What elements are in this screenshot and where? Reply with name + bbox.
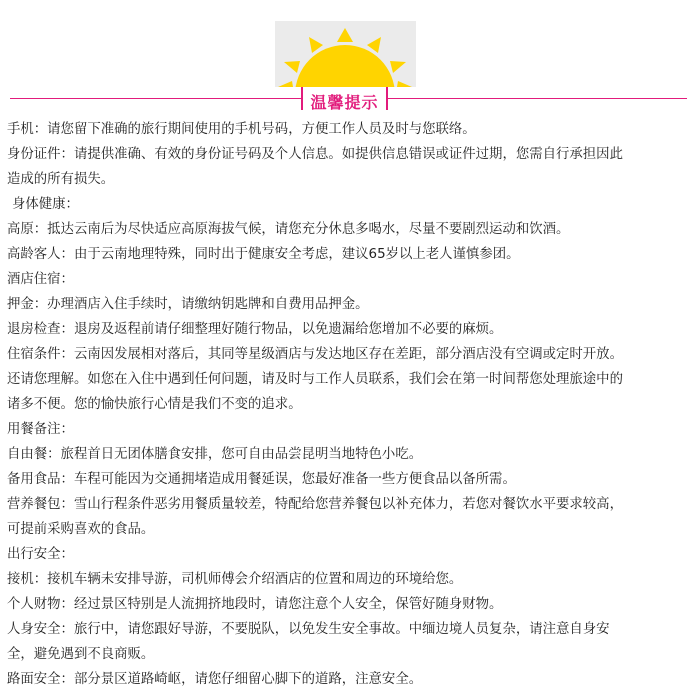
line-checkout: 退房检查：退房及返程前请仔细整理好随行物品，以免遗漏给您增加不必要的麻烦。 — [7, 322, 503, 337]
line-nutrition-pack: 营养餐包：雪山行程条件恶劣用餐质量较差，特配给您营养餐包以补充体力，若您对餐饮水平要求较高， — [7, 497, 623, 512]
line-free-meal: 自由餐：旅程首日无团体膳食安排，您可自由品尝昆明当地特色小吃。 — [7, 447, 423, 462]
line-accommodation-cont-1: 还请您理解。如您在入住中遇到任何问题，请及时与工作人员联系，我们会在第一时间帮您处理旅途中的 — [7, 372, 623, 387]
section-hotel: 酒店住宿： — [7, 272, 74, 287]
section-health: 身体健康： — [12, 197, 79, 212]
line-road-safety: 路面安全：部分景区道路崎岖，请您仔细留心脚下的道路，注意安全。 — [7, 672, 423, 687]
line-spare-food: 备用食品：车程可能因为交通拥堵造成用餐延误，您最好准备一些方便食品以备所需。 — [7, 472, 516, 487]
line-accommodation-cont-2: 诸多不便。您的愉快旅行心情是我们不变的追求。 — [7, 397, 302, 412]
line-personal-safety-cont: 全，避免遇到不良商贩。 — [7, 647, 155, 662]
banner-header — [0, 0, 699, 118]
line-personal-safety: 人身安全：旅行中，请您跟好导游，不要脱队，以免发生安全事故。中缅边境人员复杂，请注意自身安 — [7, 622, 610, 637]
line-pickup: 接机：接机车辆未安排导游，司机师傅会介绍酒店的位置和周边的环境给您。 — [7, 572, 463, 587]
section-meals: 用餐备注： — [7, 422, 74, 437]
sun-icon — [275, 21, 416, 87]
page-title: 温馨提示 — [310, 93, 379, 112]
line-id-document-cont: 造成的所有损失。 — [7, 172, 115, 187]
line-id-document: 身份证件：请提供准确、有效的身份证号码及个人信息。如提供信息错误或证件过期，您需自行承担因此 — [7, 147, 623, 162]
section-travel-safety: 出行安全： — [7, 547, 74, 562]
line-phone: 手机：请您留下准确的旅行期间使用的手机号码，方便工作人员及时与您联络。 — [7, 122, 476, 137]
badge-right-bar — [386, 87, 388, 110]
line-belongings: 个人财物：经过景区特别是人流拥挤地段时，请您注意个人安全，保管好随身财物。 — [7, 597, 503, 612]
line-elderly: 高龄客人：由于云南地理特殊，同时出于健康安全考虑，建议65岁以上老人谨慎参团。 — [7, 247, 520, 262]
line-nutrition-pack-cont: 可提前采购喜欢的食品。 — [7, 522, 155, 537]
line-altitude: 高原：抵达云南后为尽快适应高原海拔气候，请您充分休息多喝水，尽量不要剧烈运动和饮酒。 — [7, 222, 570, 237]
sun-banner — [275, 21, 416, 87]
line-accommodation: 住宿条件：云南因发展相对落后，其同等星级酒店与发达地区存在差距，部分酒店没有空调或定时开放。 — [7, 347, 623, 362]
title-badge — [301, 87, 388, 110]
line-deposit: 押金：办理酒店入住手续时，请缴纳钥匙牌和自费用品押金。 — [7, 297, 369, 312]
tips-content — [7, 117, 691, 692]
